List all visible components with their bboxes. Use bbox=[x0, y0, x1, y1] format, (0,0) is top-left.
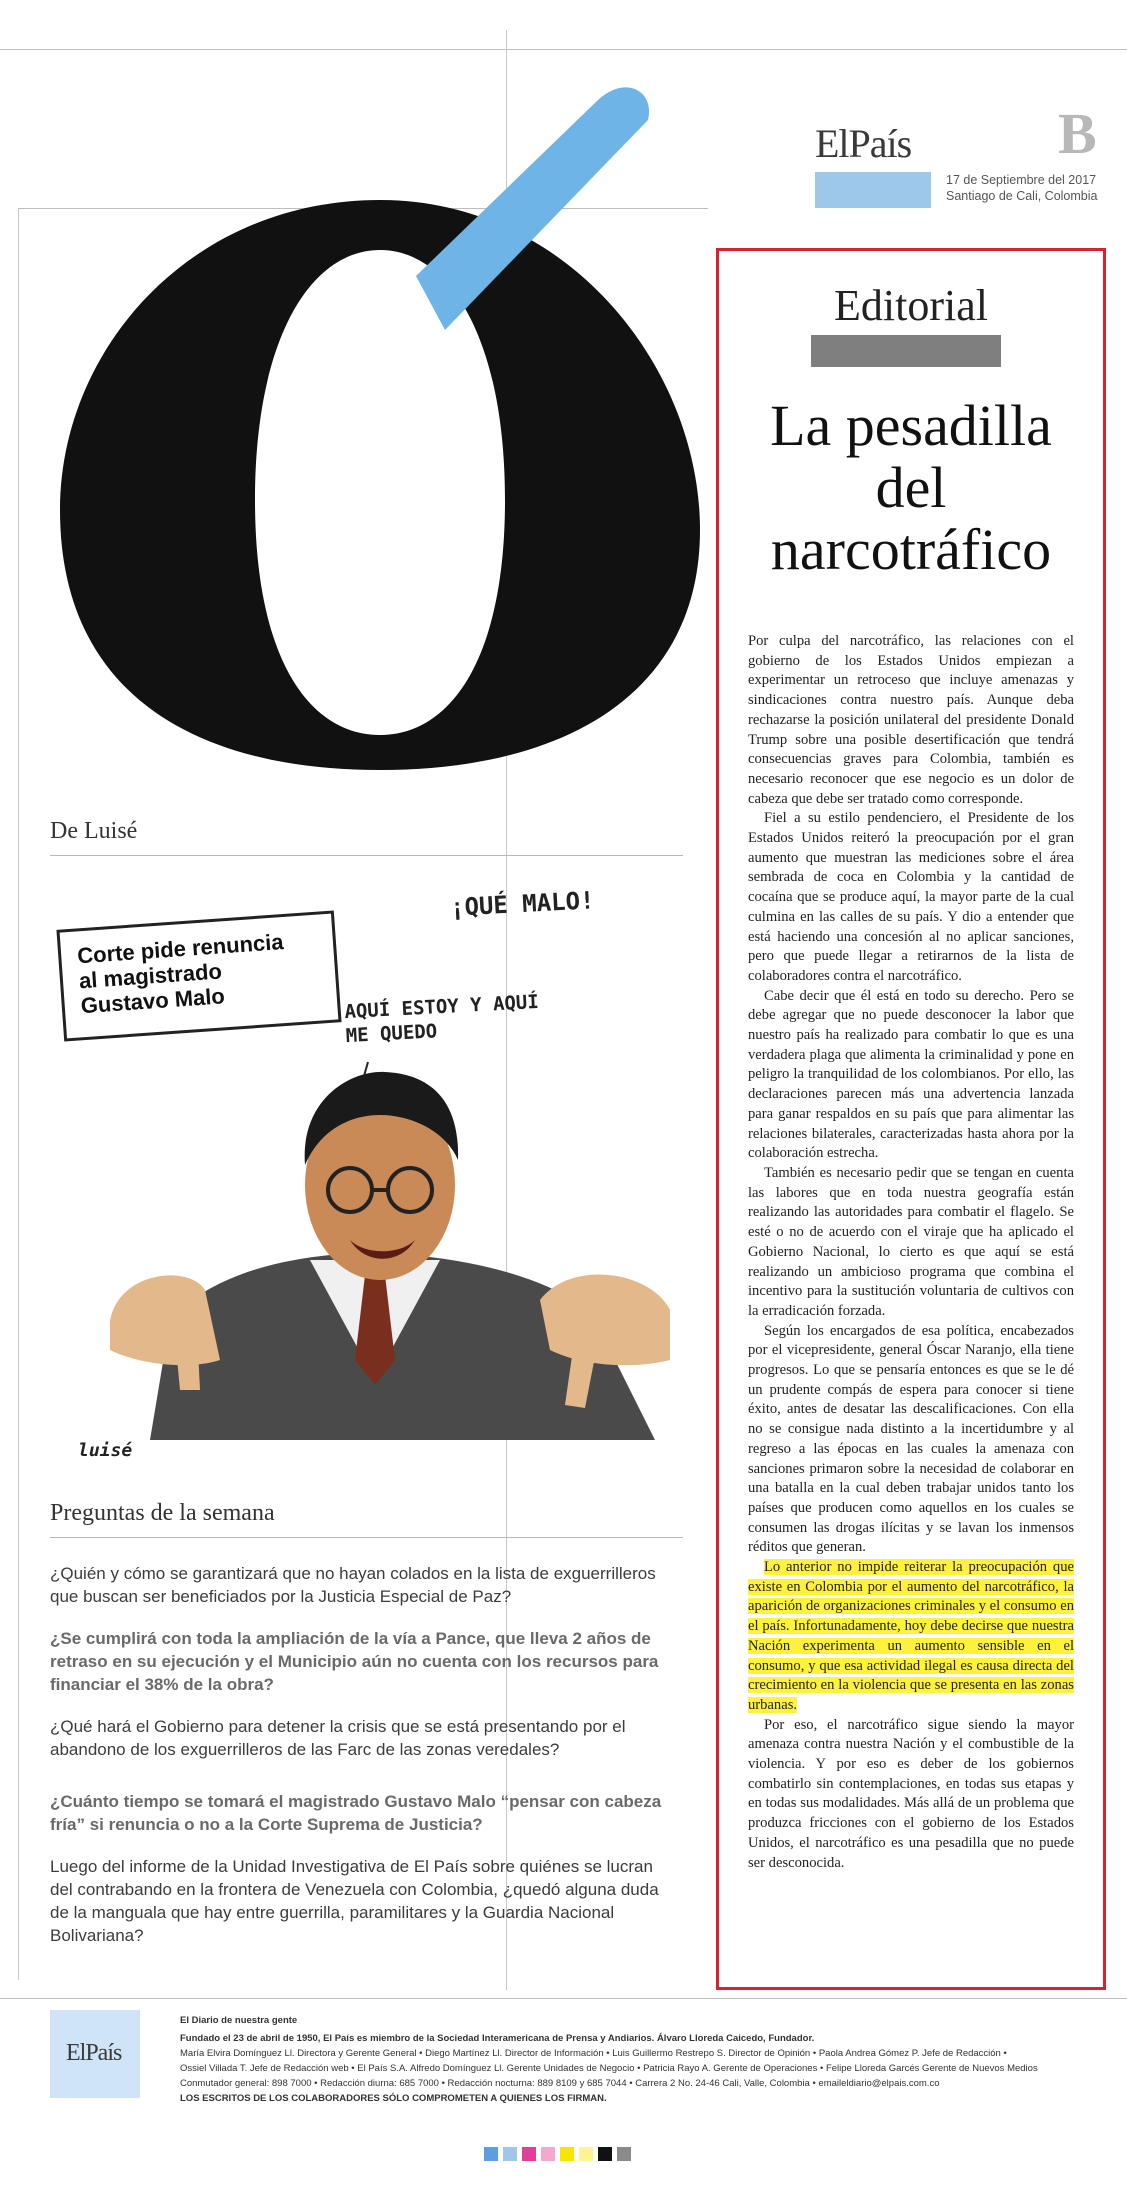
editorial-paragraph: Según los encargados de esa política, encabezados por el vicepresidente, general Óscar Naranjo, ella tiene progresos. Lo que se pensaría entonces es que se le dé un prudente compás de espera para conocer si tiene éxito, antes de desatar las descalificaciones. Con ella no se consigue nada distinto a la incertidumbre y al regreso a las épocas en las cuales la amenaza con sanciones primaron sobre la necesidad de colaborar en una batalla en la cual deben trabajar unidos tanto los países que producen como aquellos en los cuales se consumen las drogas ilícitas y se lavan los inmensos réditos que generan. bbox=[748, 1322, 1074, 1556]
questions-heading-rule bbox=[50, 1537, 683, 1538]
footer-line-staff-1: María Elvira Domínguez Ll. Directora y Gerente General • Diego Martínez Ll. Director de Información • Luis Guillermo Restrepo S. Director de Opinión • Paola Andrea Gómez P. Jefe de Redacción • bbox=[180, 2048, 1007, 2059]
cartoon-sign bbox=[56, 910, 341, 1041]
question-item: ¿Quién y cómo se garantizará que no hayan colados en la lista de exguerrilleros que buscan ser beneficiados por la Justicia Especial de Paz? bbox=[50, 1564, 656, 1606]
masthead-brand: ElPaís bbox=[815, 121, 912, 166]
footer-line-founded: Fundado el 23 de abril de 1950, El País es miembro de la Sociedad Interamericana de Prensa y Andiarios. Álvaro Lloreda Caicedo, Fundador. bbox=[180, 2033, 815, 2044]
footer-line-contact: Conmutador general: 898 7000 • Redacción diurna: 685 7000 • Redacción nocturna: 889 8109 y 685 7044 • Carrera 2 No. 24-46 Cali, Valle, Colombia • emaileldiario@elpais.com.co bbox=[180, 2078, 940, 2089]
question-item: ¿Qué hará el Gobierno para detener la crisis que se está presentando por el abandono de los exguerrilleros de las Farc de las zonas veredales? bbox=[50, 1717, 626, 1759]
editorial-title-line-2: del bbox=[875, 455, 947, 520]
cartoon-sign-line-3: Gustavo Malo bbox=[79, 983, 226, 1019]
left-frame-line bbox=[18, 208, 19, 1980]
highlighted-text: Lo anterior no impide reiterar la preocupación que existe en Colombia por el aumento del narcotráfico, la aparición de organizaciones criminales y el consumo en el país. Infortunadamente, hoy debe decirse que nuestra Nación experimenta un aumento sensible en el consumo, y que esa actividad ilegal es causa directa del crecimiento en la violencia que se presenta en las zonas urbanas. bbox=[748, 1559, 1074, 1713]
question-item: Luego del informe de la Unidad Investigativa de El País sobre quiénes se lucran del contrabando en la frontera de Venezuela con Colombia, ¿quedó alguna duda de la manguala que hay entre guerrilla, paramilitares y la Guardia Nacional Bolivariana? bbox=[50, 1857, 659, 1945]
questions-heading: Preguntas de la semana bbox=[50, 1500, 275, 1526]
editorial-label: Editorial bbox=[834, 281, 988, 330]
editorial-paragraph: También es necesario pedir que se tengan en cuenta las labores que en toda nuestra geografía están realizando las autoridades para combatir el flagelo. Se esté o no de acuerdo con el viraje que ha aplicado el Gobierno Nacional, lo cierto es que aquí se está realizando un ambicioso programa que combina el incentivo para la sustitución voluntaria de cultivos con la erradicación forzada. bbox=[748, 1164, 1074, 1319]
question-item: ¿Se cumplirá con toda la ampliación de la vía a Pance, que lleva 2 años de retraso en su ejecución y el Municipio aún no cuenta con los recursos para financiar el 38% de la obra? bbox=[50, 1629, 659, 1694]
footer-tagline: El Diario de nuestra gente bbox=[180, 2015, 298, 2026]
color-swatch bbox=[541, 2147, 555, 2161]
color-swatch bbox=[617, 2147, 631, 2161]
editorial-title-line-3: narcotráfico bbox=[770, 517, 1052, 582]
masthead-place: Santiago de Cali, Colombia bbox=[946, 189, 1098, 203]
decorative-o-graphic bbox=[50, 70, 715, 770]
color-swatch bbox=[522, 2147, 536, 2161]
cartoon-caricature-image bbox=[110, 1060, 670, 1440]
cartoon-speech bbox=[344, 990, 541, 1048]
editorial-paragraph: Fiel a su estilo pendenciero, el Presidente de los Estados Unidos reiteró la preocupación por el gran aumento que muestran las mediciones sobre el área sembrada de coca en Colombia y la cantidad de cocaína que se produce aquí, la mayor parte de la cual culmina en las calles de su país. Y dio a entender que está haciendo una concesión al no aplicar sanciones, pero que puede llegar a retirarnos de la lista de colaboradores contra el narcotráfico. bbox=[748, 810, 1074, 984]
question-item: ¿Cuánto tiempo se tomará el magistrado Gustavo Malo “pensar con cabeza fría” si renuncia o no a la Corte Suprema de Justicia? bbox=[50, 1792, 662, 1834]
top-frame-line bbox=[0, 49, 1127, 50]
o-letter-shape bbox=[60, 200, 700, 770]
cartoon-speech-line-1: AQUÍ ESTOY Y AQUÍ bbox=[343, 990, 540, 1024]
footer-line-staff-2: Ossiel Villada T. Jefe de Redacción web • El País S.A. Alfredo Domínguez Ll. Gerente Unidades de Negocio • Patricia Rayo A. Gerente de Operaciones • Felipe Lloreda Garcés Gerente de Nuevos Medios bbox=[180, 2063, 1038, 2074]
cartoon-exclamation: ¡QUÉ MALO! bbox=[449, 886, 596, 922]
footer-top-line bbox=[0, 1998, 1127, 1999]
footer-brand: ElPaís bbox=[66, 2040, 122, 2066]
editorial-paragraph-highlighted bbox=[748, 1558, 1074, 1716]
cartoon-signature: luisé bbox=[78, 1440, 133, 1461]
color-swatch bbox=[484, 2147, 498, 2161]
masthead-date: 17 de Septiembre del 2017 bbox=[946, 173, 1097, 187]
cartoon-heading-rule bbox=[50, 855, 683, 856]
cartoon-sign-line-2: al magistrado bbox=[78, 958, 223, 994]
editorial-label-bar bbox=[811, 335, 1001, 367]
color-swatch bbox=[598, 2147, 612, 2161]
editorial-paragraph: Por eso, el narcotráfico sigue siendo la mayor amenaza contra nuestra Nación y el combustible de la violencia. Y por eso es deber de los gobiernos combatirlo sin contemplaciones, en todas sus etapas y en todas sus modalidades. Más allá de un problema que produzca fricciones con el gobierno de los Estados Unidos, el narcotráfico es una pesadilla que no puede ser desconocida. bbox=[748, 1716, 1074, 1871]
cartoon-heading: De Luisé bbox=[50, 818, 138, 844]
editorial-paragraph: Por culpa del narcotráfico, las relaciones con el gobierno de los Estados Unidos empiezan a experimentar un retroceso que incluye amenazas y sindicaciones contra nuestro país. Aunque deba rechazarse la posición unilateral del presidente Donald Trump sobre una posible desertificación que tendrá consecuencias graves para Colombia, también es necesario reconocer que ese negocio es un dolor de cabeza que debe ser tratado como corresponde. bbox=[748, 633, 1074, 807]
cartoon-sign-line-1: Corte pide renuncia bbox=[76, 929, 285, 969]
editorial-body bbox=[748, 632, 1074, 1873]
footer-line-disclaimer: LOS ESCRITOS DE LOS COLABORADORES SÓLO COMPROMETEN A QUIENES LOS FIRMAN. bbox=[180, 2093, 607, 2104]
color-swatch bbox=[579, 2147, 593, 2161]
editorial-title-line-1: La pesadilla bbox=[770, 393, 1052, 458]
masthead-brand-bar bbox=[815, 172, 931, 208]
editorial-paragraph: Cabe decir que él está en todo su derecho. Pero se debe agregar que no puede desconocer la labor que nuestro país ha realizado para combatir lo que es una verdadera plaga que alimenta la criminalidad y pone en peligro la tranquilidad de los colombianos. Por ello, las declaraciones parecen más una advertencia lanzada para ganar respaldos en su país que para alimentar las relaciones bilaterales, caracterizadas hasta ahora por la colaboración estrecha. bbox=[748, 987, 1074, 1162]
editorial-title bbox=[716, 395, 1106, 581]
color-swatch bbox=[560, 2147, 574, 2161]
cartoon-speech-line-2: ME QUEDO bbox=[345, 1020, 438, 1048]
section-letter: B bbox=[1058, 101, 1097, 166]
color-swatch bbox=[503, 2147, 517, 2161]
